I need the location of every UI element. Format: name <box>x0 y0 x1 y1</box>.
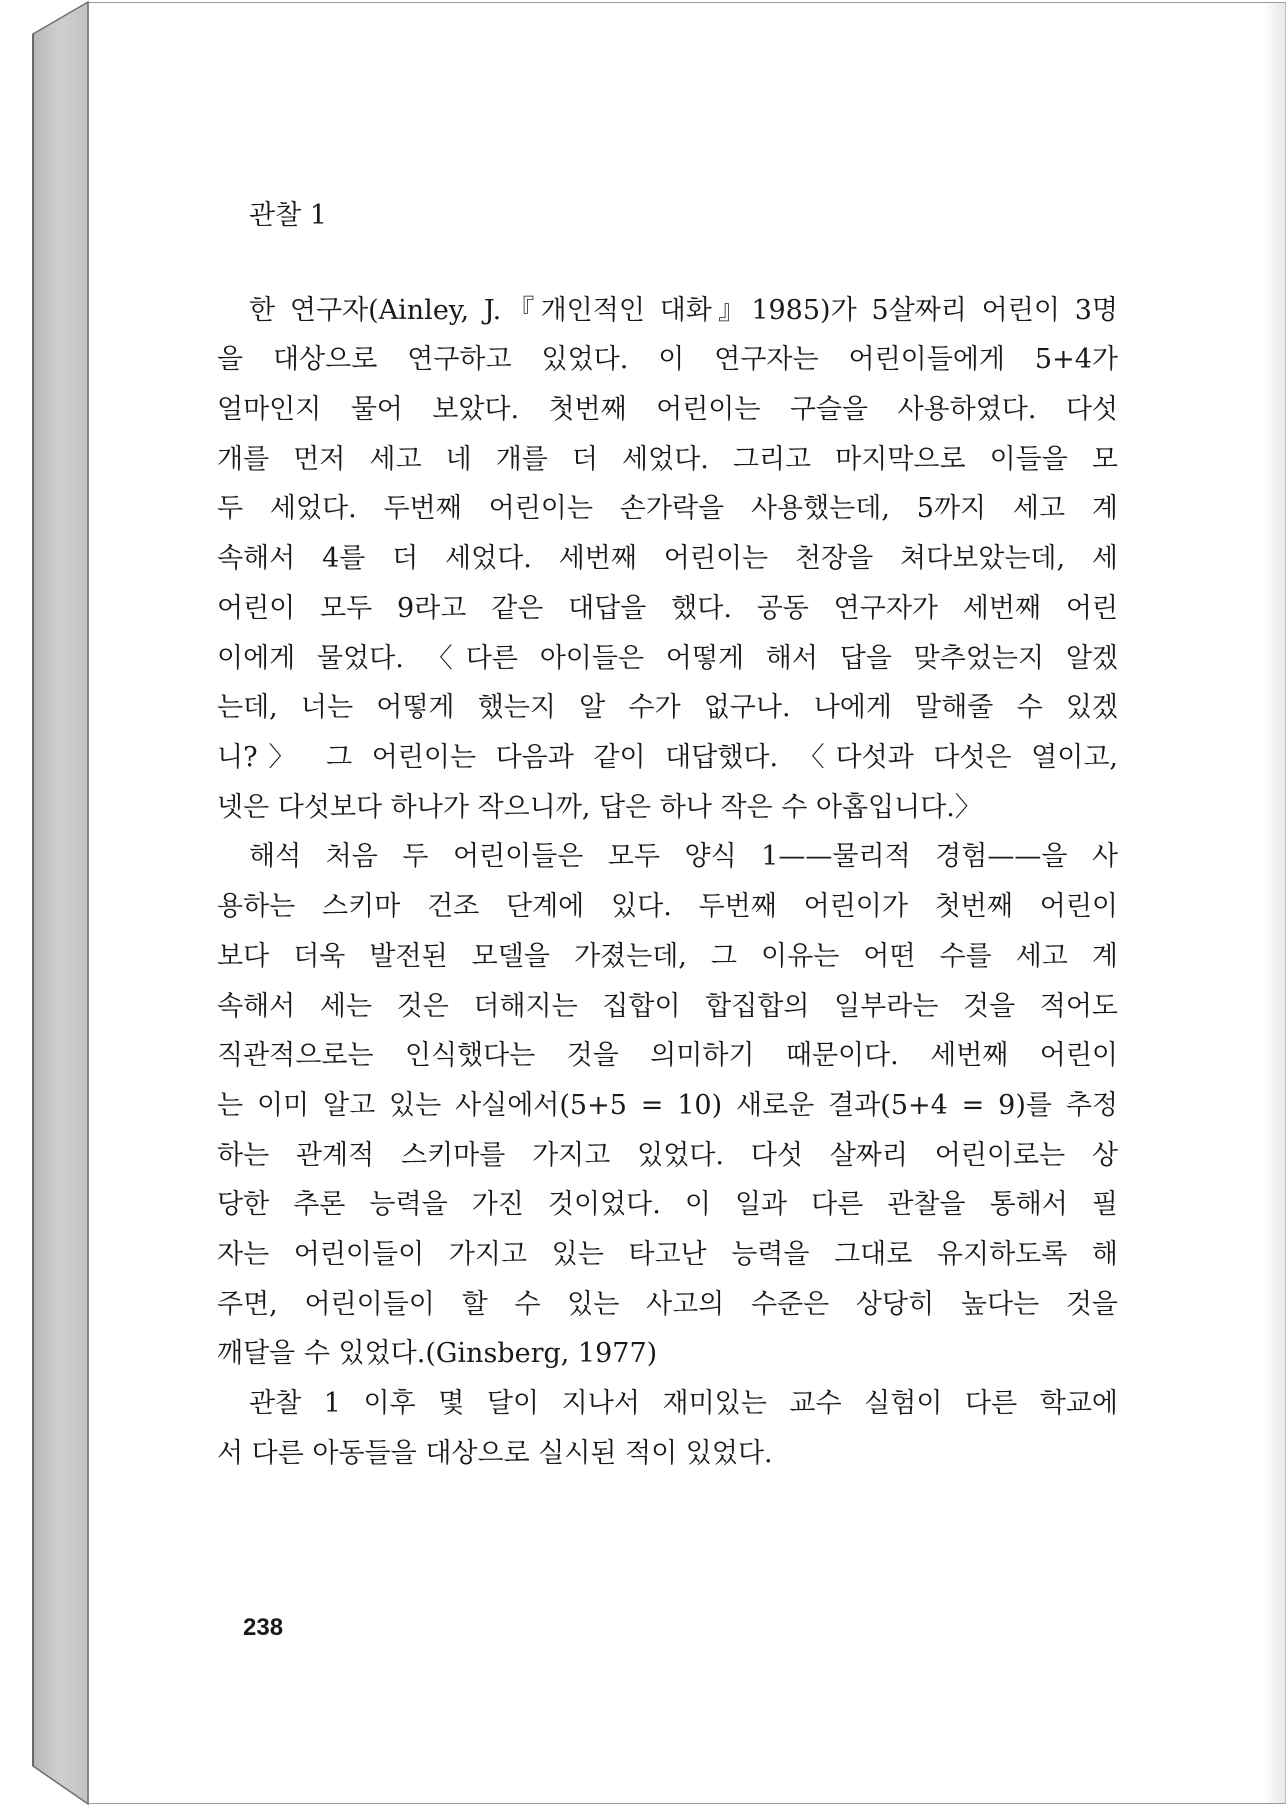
text-line: 깨달을 수 있었다.(Ginsberg, 1977) <box>217 1338 658 1369</box>
text-line: 하는 관계적 스키마를 가지고 있었다. 다섯 살짜리 어린이로는 상 <box>217 1140 1118 1171</box>
text-line: 는 이미 알고 있는 사실에서(5+5 = 10) 새로운 결과(5+4 = 9)를 추정 <box>217 1090 1118 1121</box>
book-page <box>88 2 1286 1804</box>
text-line: 개를 먼저 세고 네 개를 더 세었다. 그리고 마지막으로 이들을 모 <box>217 444 1118 475</box>
text-line: 보다 더욱 발전된 모델을 가졌는데, 그 이유는 어떤 수를 세고 계 <box>217 941 1118 972</box>
text-line: 직관적으로는 인식했다는 것을 의미하기 때문이다. 세번째 어린이 <box>217 1040 1118 1071</box>
text-line: 니?〉 그 어린이는 다음과 같이 대답했다. 〈다섯과 다섯은 열이고, <box>217 742 1118 773</box>
text-line: 는데, 너는 어떻게 했는지 알 수가 없구나. 나에게 말해줄 수 있겠 <box>217 692 1118 723</box>
text-line: 해석 처음 두 어린이들은 모두 양식 1——물리적 경험——을 사 <box>249 841 1118 872</box>
text-line: 얼마인지 물어 보았다. 첫번째 어린이는 구슬을 사용하였다. 다섯 <box>217 394 1118 425</box>
text-line: 을 대상으로 연구하고 있었다. 이 연구자는 어린이들에게 5+4가 <box>217 344 1118 375</box>
text-line: 이에게 물었다. 〈다른 아이들은 어떻게 해서 답을 맞추었는지 알겠 <box>217 643 1118 674</box>
text-line: 자는 어린이들이 가지고 있는 타고난 능력을 그대로 유지하도록 해 <box>217 1239 1118 1270</box>
text-line: 두 세었다. 두번째 어린이는 손가락을 사용했는데, 5까지 세고 계 <box>217 493 1118 524</box>
text-line: 어린이 모두 9라고 같은 대답을 했다. 공동 연구자가 세번째 어린 <box>217 593 1118 624</box>
text-line: 서 다른 아동들을 대상으로 실시된 적이 있었다. <box>217 1438 773 1469</box>
page-number: 238 <box>243 1614 284 1641</box>
text-line: 용하는 스키마 건조 단계에 있다. 두번째 어린이가 첫번째 어린이 <box>217 891 1118 922</box>
section-heading: 관찰 1 <box>249 200 327 231</box>
text-line: 속해서 세는 것은 더해지는 집합이 합집합의 일부라는 것을 적어도 <box>217 991 1118 1022</box>
text-line: 주면, 어린이들이 할 수 있는 사고의 수준은 상당히 높다는 것을 <box>217 1289 1118 1320</box>
page-edge-shadow <box>1263 3 1285 1803</box>
text-line: 속해서 4를 더 세었다. 세번째 어린이는 천장을 쳐다보았는데, 세 <box>217 543 1118 574</box>
text-line: 당한 추론 능력을 가진 것이었다. 이 일과 다른 관찰을 통해서 필 <box>217 1189 1118 1220</box>
text-line: 관찰 1 이후 몇 달이 지나서 재미있는 교수 실험이 다른 학교에 <box>249 1388 1118 1419</box>
text-line: 넷은 다섯보다 하나가 작으니까, 답은 하나 작은 수 아홉입니다.〉 <box>217 792 982 823</box>
text-line: 한 연구자(Ainley, J.『개인적인 대화』1985)가 5살짜리 어린이 3명 <box>249 295 1118 326</box>
